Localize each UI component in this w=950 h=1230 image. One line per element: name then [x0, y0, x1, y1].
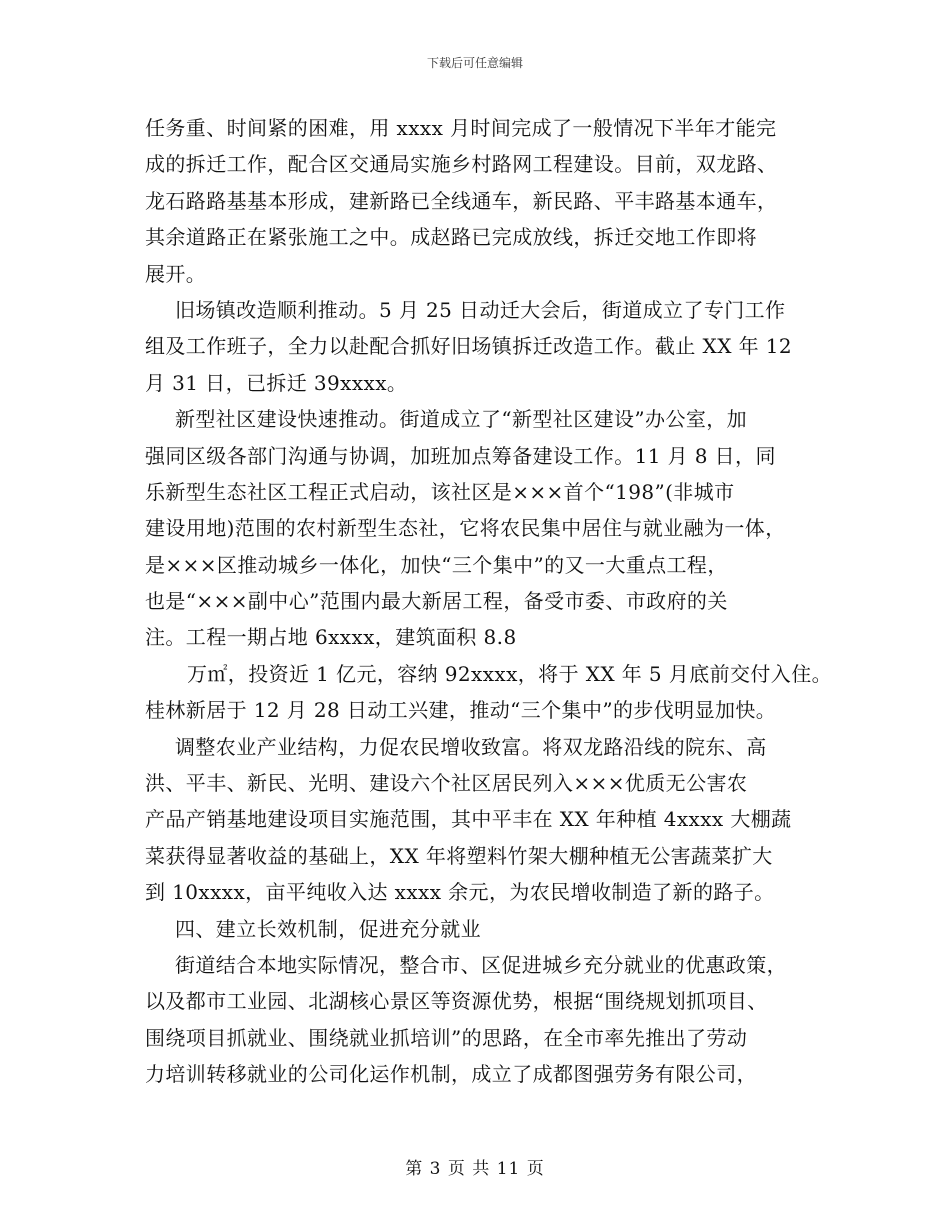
text-line: 桂林新居于 12 月 28 日动工兴建，推动“三个集中”的步伐明显加快。	[145, 698, 777, 723]
text-line: 龙石路路基基本形成，建新路已全线通车，新民路、平丰路基本通车，	[145, 188, 778, 213]
text-line: 乐新型生态社区工程正式启动，该社区是×××首个“198”(非城市	[145, 479, 735, 504]
text-line: 街道结合本地实际情况，整合市、区促进城乡充分就业的优惠政策，	[175, 952, 787, 977]
text-line: 万㎡，投资近 1 亿元，容纳 92xxxx，将于 XX 年 5 月底前交付入住。	[187, 661, 832, 686]
text-line: 月 31 日，已拆迁 39xxxx。	[145, 370, 408, 395]
document-body	[145, 110, 832, 1093]
text-line: 菜获得显著收益的基础上，XX 年将塑料竹架大棚种植无公害蔬菜扩大	[145, 843, 773, 868]
text-line: 组及工作班子，全力以赴配合抓好旧场镇拆迁改造工作。截止 XX 年 12	[145, 334, 792, 359]
text-line: 任务重、时间紧的困难，用 xxxx 月时间完成了一般情况下半年才能完	[145, 116, 777, 140]
page-header: 下载后可任意编辑	[426, 56, 523, 70]
text-line: 其余道路正在紧张施工之中。成赵路已完成放线，拆迁交地工作即将	[145, 225, 757, 250]
text-line: 展开。	[145, 261, 207, 286]
text-line: 以及都市工业园、北湖核心景区等资源优势，根据“围绕规划抓项目、	[145, 989, 768, 1014]
text-line: 旧场镇改造顺利推动。5 月 25 日动迁大会后，街道成立了专门工作	[175, 297, 786, 322]
text-line: 新型社区建设快速推动。街道成立了“新型社区建设”办公室，加	[175, 407, 748, 432]
text-line: 也是“×××副中心”范围内最大新居工程，备受市委、市政府的关	[145, 589, 728, 614]
text-line: 调整农业产业结构，力促农民增收致富。将双龙路沿线的院东、高	[175, 734, 767, 759]
text-line: 建设用地)范围的农村新型生态社，它将农民集中居住与就业融为一体，	[145, 516, 786, 541]
text-line: 围绕项目抓就业、围绕就业抓培训”的思路，在全市率先推出了劳动	[145, 1025, 748, 1050]
text-line: 产品产销基地建设项目实施范围，其中平丰在 XX 年种植 4xxxx 大棚蔬	[145, 807, 792, 832]
text-line: 四、建立长效机制，促进充分就业	[175, 916, 481, 941]
text-line: 力培训转移就业的公司化运作机制，成立了成都图强劳务有限公司，	[145, 1062, 757, 1087]
text-line: 是×××区推动城乡一体化，加快“三个集中”的又一大重点工程，	[145, 552, 728, 577]
text-line: 注。工程一期占地 6xxxx，建筑面积 8.8	[145, 625, 517, 650]
text-line: 强同区级各部门沟通与协调，加班加点筹备建设工作。11 月 8 日，同	[145, 443, 776, 468]
text-line: 到 10xxxx，亩平纯收入达 xxxx 余元，为农民增收制造了新的路子。	[145, 880, 775, 905]
text-line: 成的拆迁工作，配合区交通局实施乡村路网工程建设。目前，双龙路、	[145, 152, 778, 177]
page-footer: 第 3 页 共 11 页	[405, 1159, 545, 1179]
text-line: 洪、平丰、新民、光明、建设六个社区居民列入×××优质无公害农	[145, 771, 748, 796]
